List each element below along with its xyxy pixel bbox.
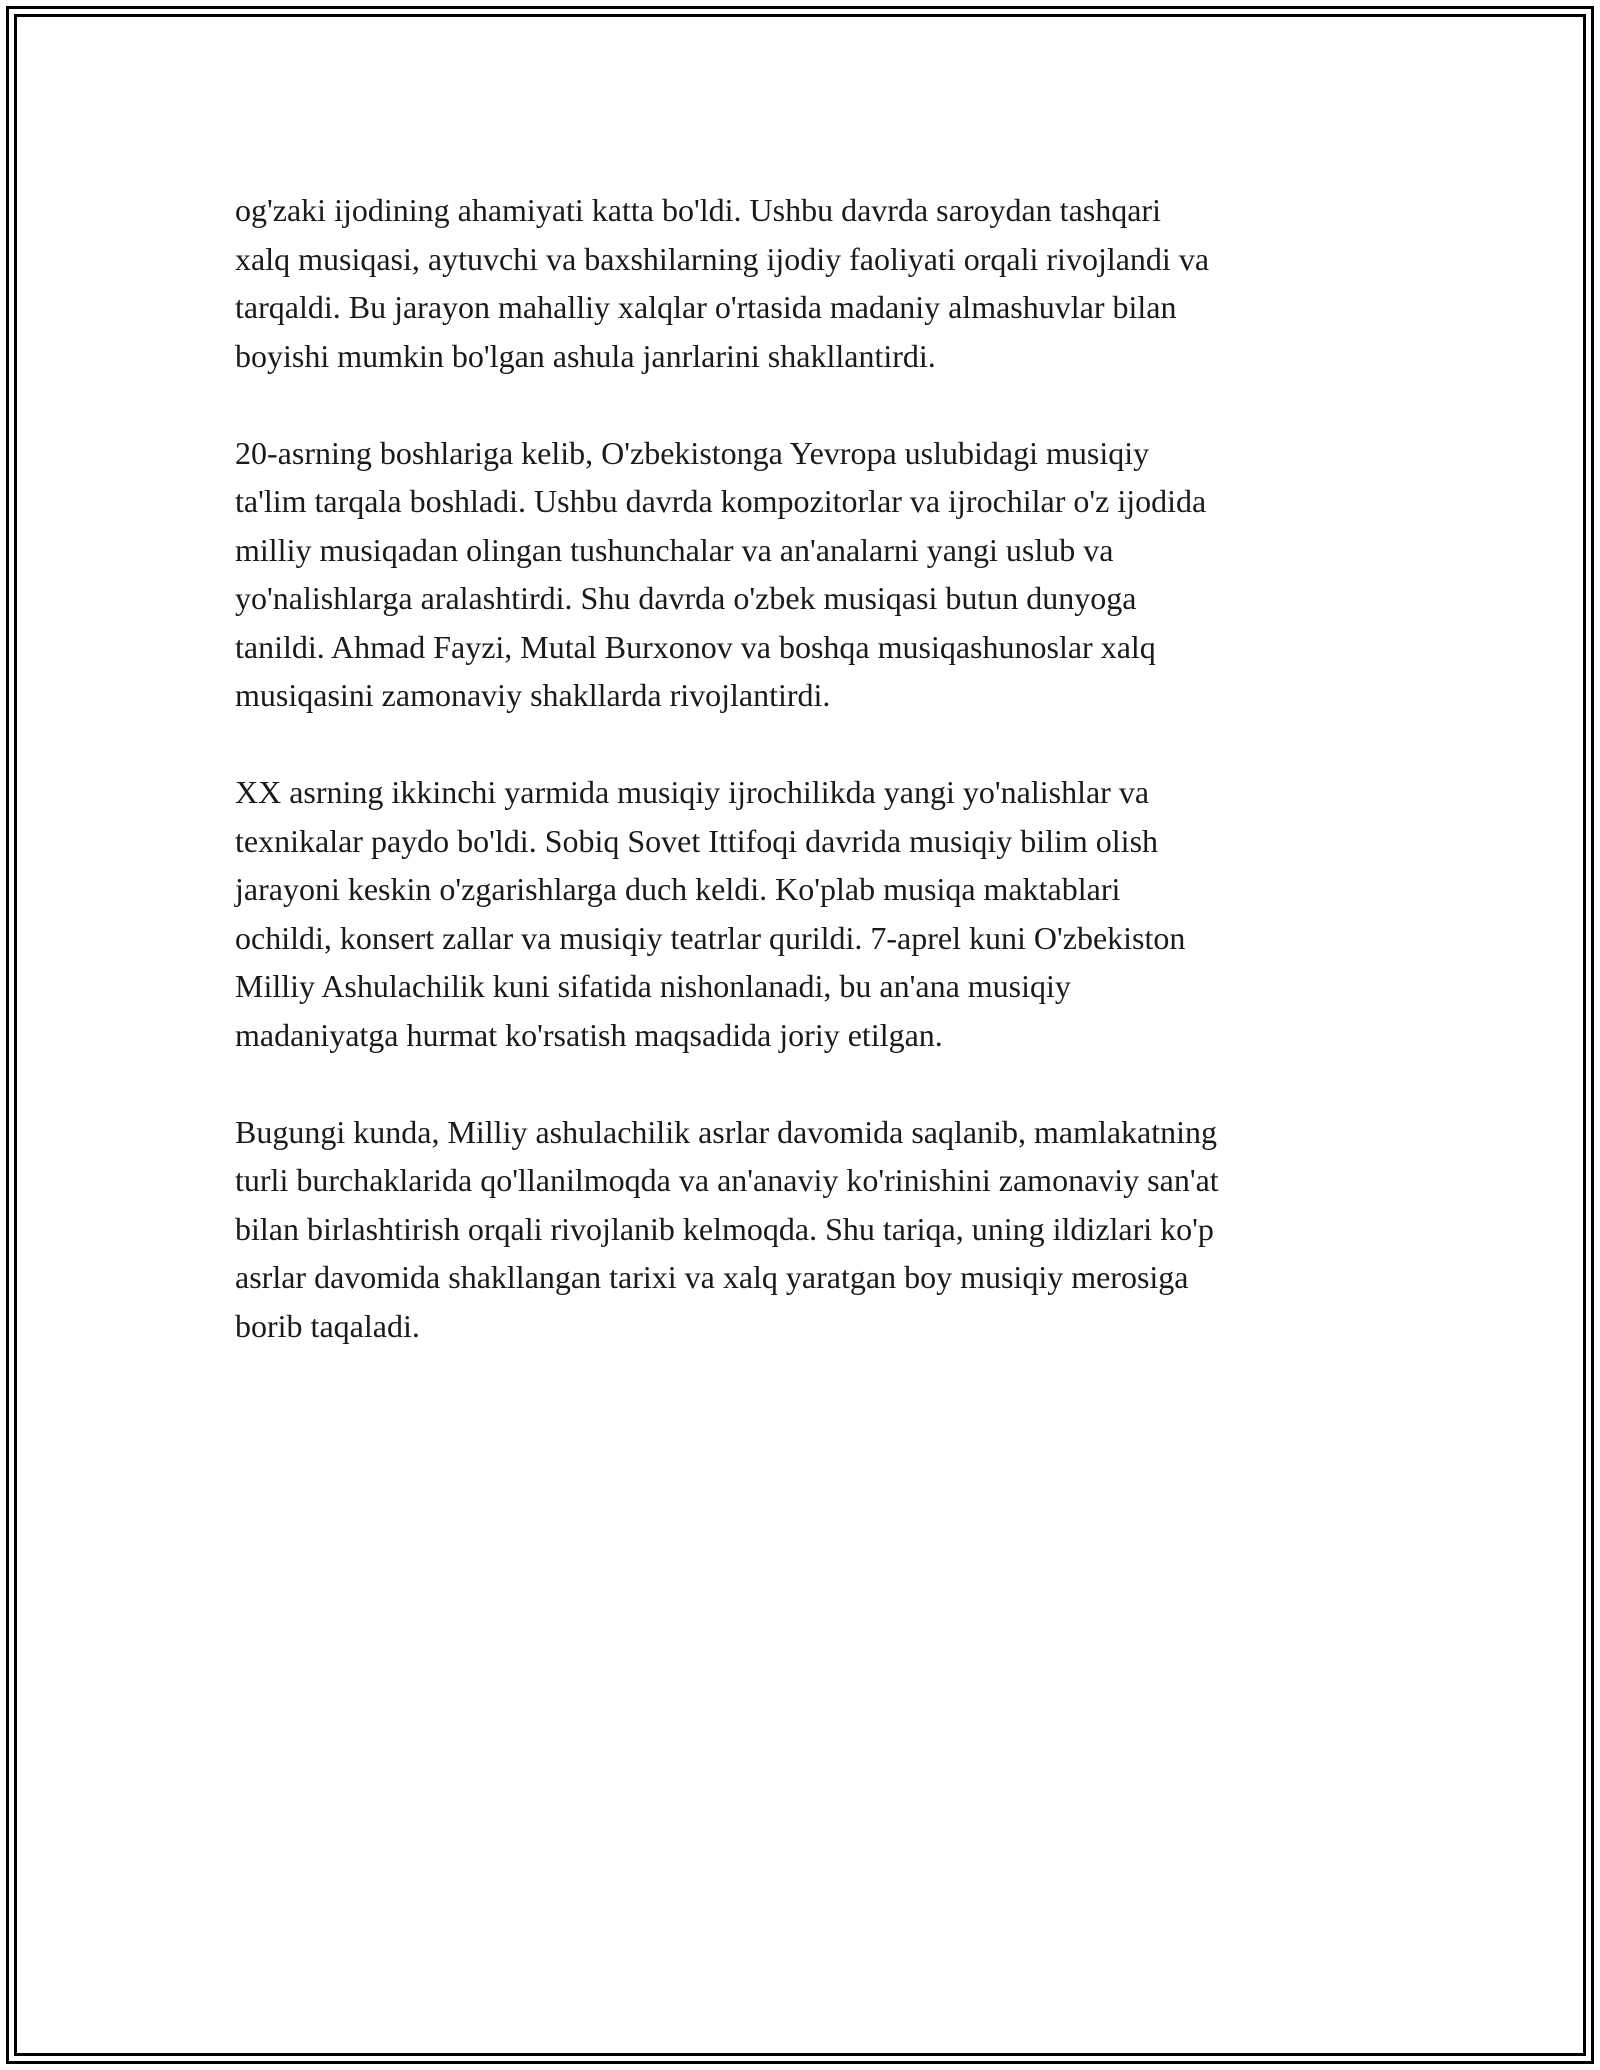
paragraph-line: XX asrning ikkinchi yarmida musiqiy ijrochilikda yangi yo'nalishlar va	[235, 774, 1150, 810]
paragraph-line: ta'lim tarqala boshladi. Ushbu davrda kompozitorlar va ijrochilar o'z ijodida	[235, 483, 1207, 519]
paragraph-line: yo'nalishlarga aralashtirdi. Shu davrda o'zbek musiqasi butun dunyoga	[235, 580, 1137, 616]
paragraph-line: jarayoni keskin o'zgarishlarga duch keldi. Ko'plab musiqa maktablari	[235, 871, 1121, 907]
paragraph-line: ochildi, konsert zallar va musiqiy teatrlar qurildi. 7-aprel kuni O'zbekiston	[235, 919, 1186, 956]
paragraph-line: bilan birlashtirish orqali rivojlanib kelmoqda. Shu tariqa, uning ildizlari ko'p	[235, 1210, 1214, 1247]
paragraph-line: Bugungi kunda, Milliy ashulachilik asrlar davomida saqlanib, mamlakatning	[235, 1113, 1218, 1150]
paragraph-line: asrlar davomida shakllangan tarixi va xalq yaratgan boy musiqiy merosiga	[235, 1259, 1189, 1295]
paragraph-1	[235, 186, 1415, 380]
paragraph-line: tarqaldi. Bu jarayon mahalliy xalqlar o'rtasida madaniy almashuvlar bilan	[235, 289, 1177, 325]
paragraph-line: texnikalar paydo bo'ldi. Sobiq Sovet Ittifoqi davrida musiqiy bilim olish	[235, 822, 1159, 859]
paragraph-line: madaniyatga hurmat ko'rsatish maqsadida joriy etilgan.	[235, 1016, 943, 1053]
paragraph-3	[235, 768, 1415, 1059]
paragraph-line: 20-asrning boshlariga kelib, O'zbekistonga Yevropa uslubidagi musiqiy	[235, 434, 1150, 471]
document-body	[235, 186, 1415, 1350]
paragraph-2	[235, 429, 1415, 720]
paragraph-line: milliy musiqadan olingan tushunchalar va an'analarni yangi uslub va	[235, 531, 1114, 568]
paragraph-line: turli burchaklarida qo'llanilmoqda va an'anaviy ko'rinishini zamonaviy san'at	[235, 1162, 1219, 1198]
paragraph-line: xalq musiqasi, aytuvchi va baxshilarning ijodiy faoliyati orqali rivojlandi va	[235, 240, 1210, 277]
paragraph-line: boyishi mumkin bo'lgan ashula janrlarini shakllantirdi.	[235, 337, 936, 374]
paragraph-line: og'zaki ijodining ahamiyati katta bo'ldi. Ushbu davrda saroydan tashqari	[235, 192, 1161, 228]
paragraph-line: borib taqaladi.	[235, 1307, 420, 1344]
paragraph-line: Milliy Ashulachilik kuni sifatida nishonlanadi, bu an'ana musiqiy	[235, 968, 1071, 1004]
paragraph-line: tanildi. Ahmad Fayzi, Mutal Burxonov va boshqa musiqashunoslar xalq	[235, 628, 1156, 665]
paragraph-4	[235, 1108, 1415, 1351]
paragraph-line: musiqasini zamonaviy shakllarda rivojlantirdi.	[235, 677, 831, 713]
